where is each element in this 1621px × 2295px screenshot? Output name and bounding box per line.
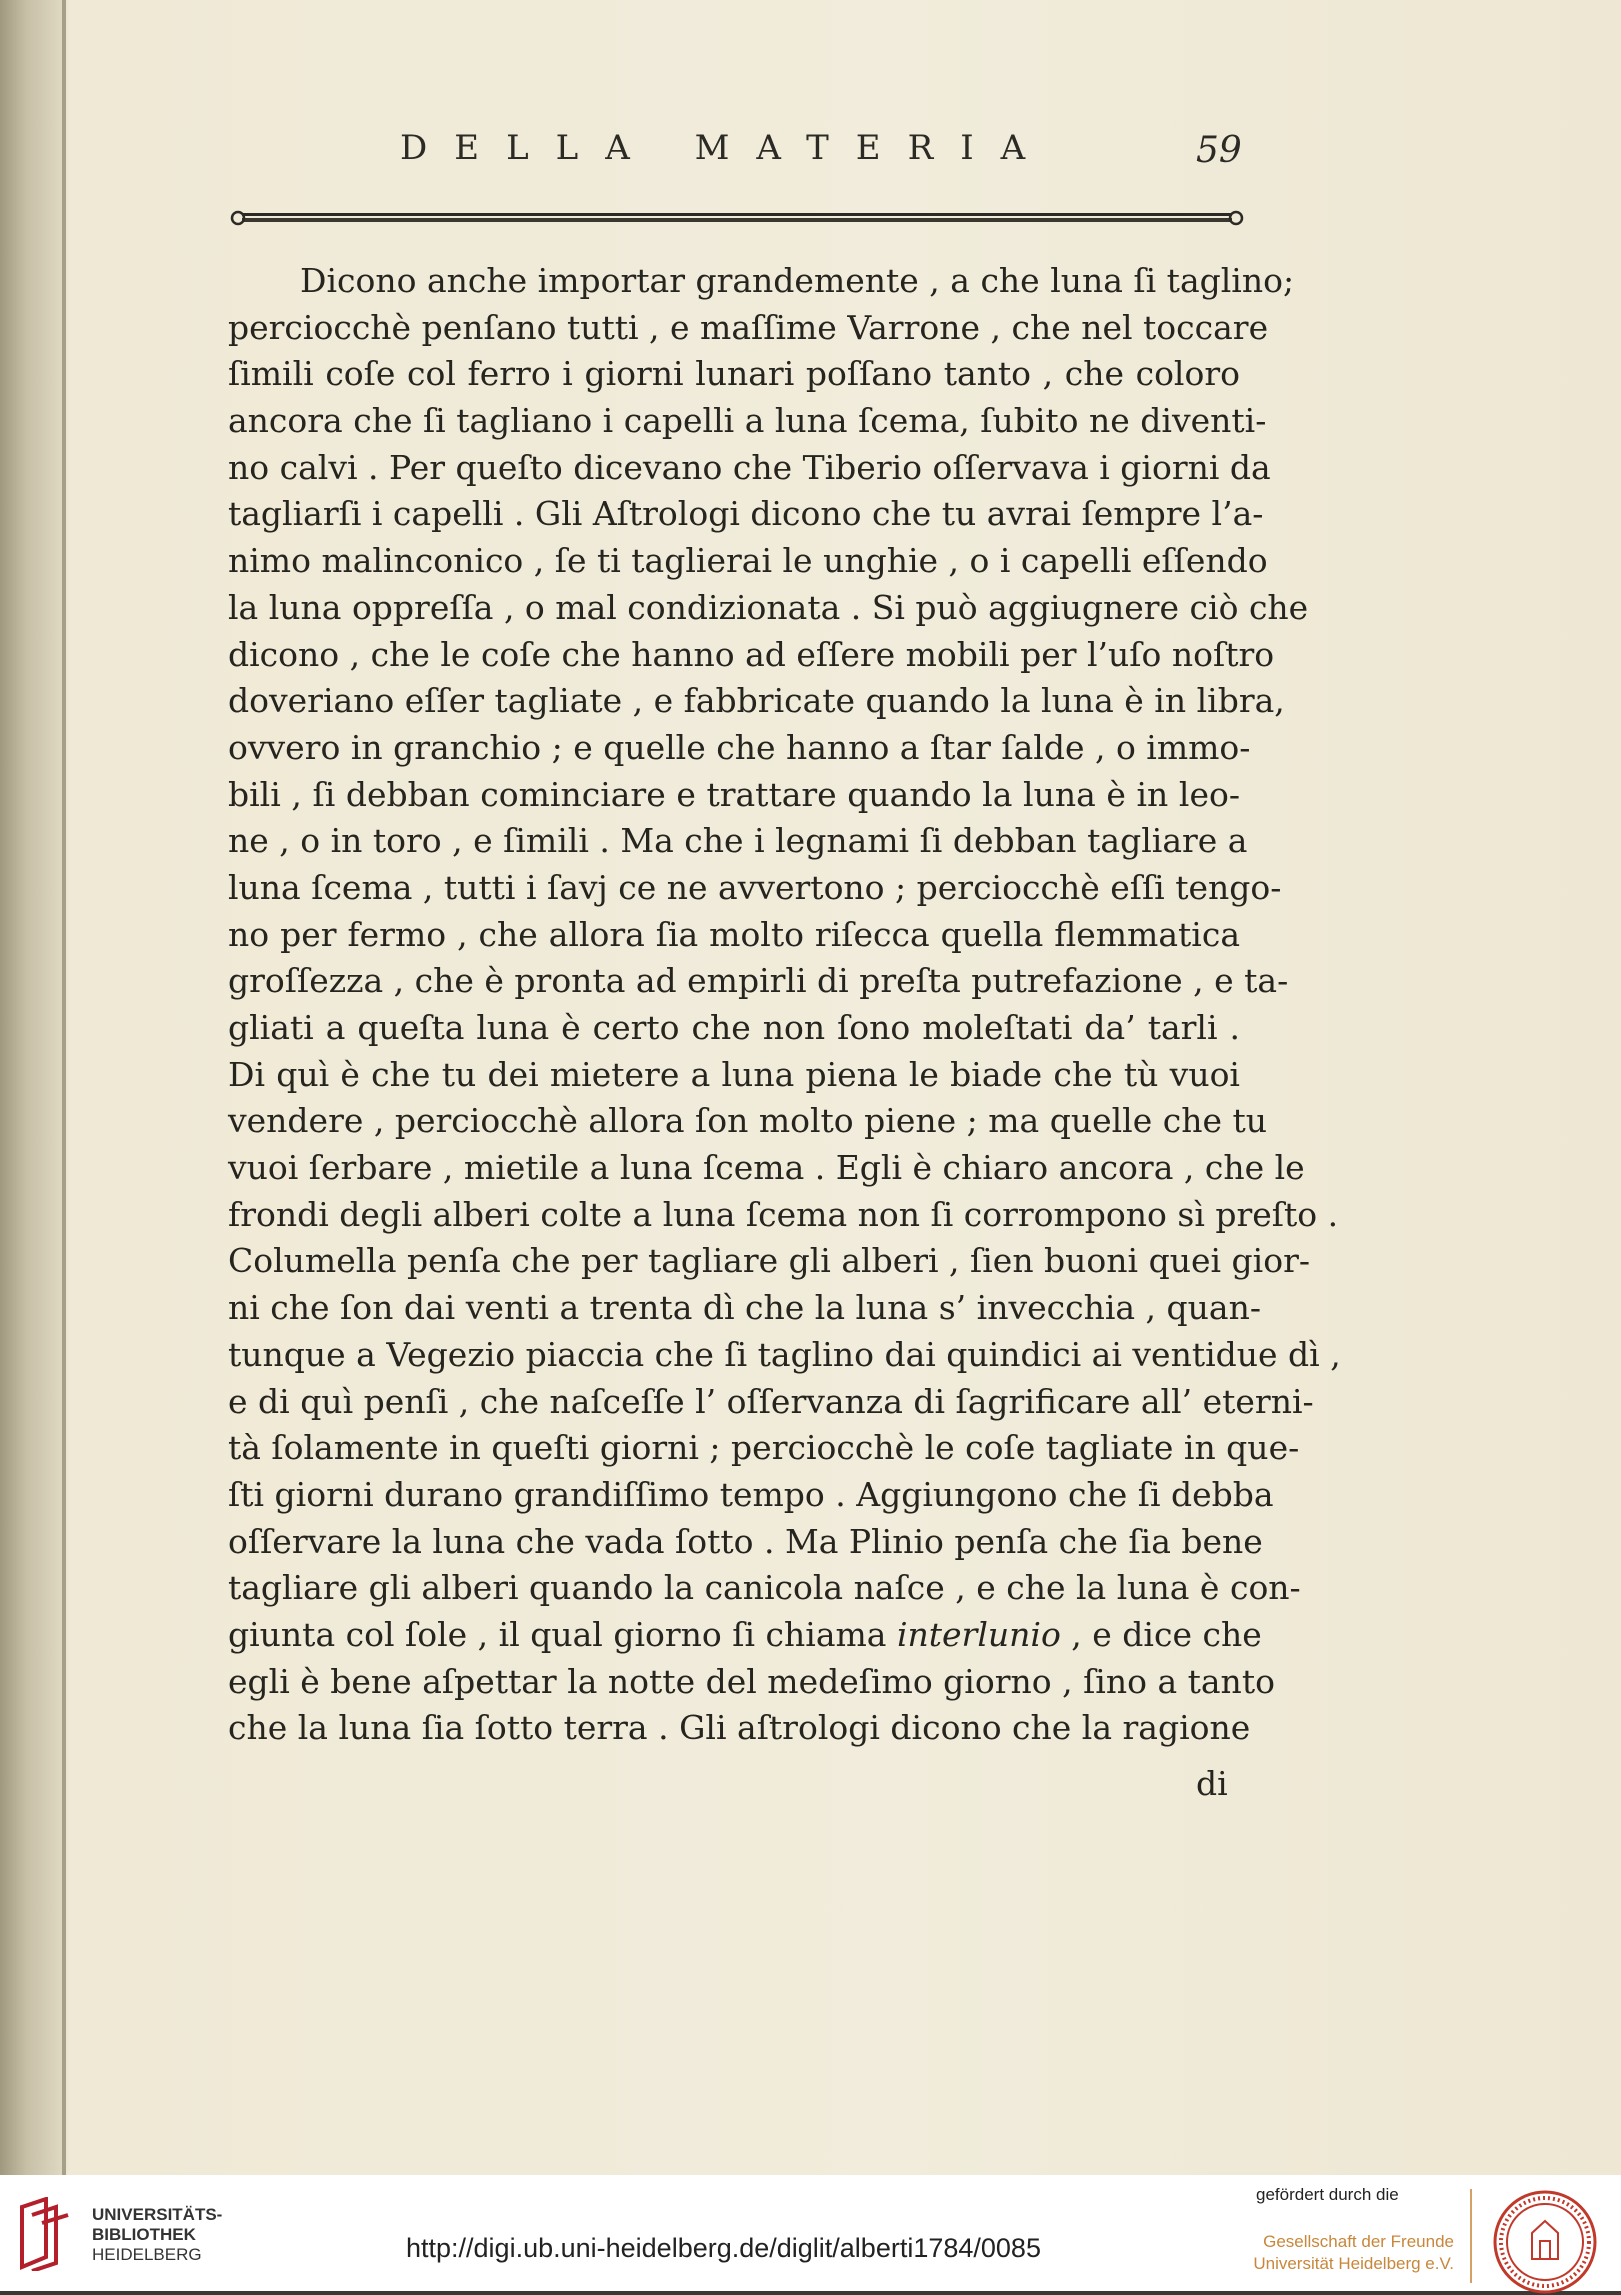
library-name-line: HEIDELBERG xyxy=(92,2245,202,2264)
text-line: perciocchè penſano tutti , e maſſime Varrone , che nel toccare xyxy=(228,307,1269,347)
text-line: ancora che ſi tagliano i capelli a luna ſcema, ſubito ne diventi- xyxy=(228,401,1267,441)
text-line: e di quì penſi , che naſceſſe l’ oſſervanza di ſagrificare all’ eterni- xyxy=(228,1381,1314,1421)
text-line: nimo malinconico , ſe ti taglierai le unghie , o i capelli eſſendo xyxy=(228,541,1268,581)
text-line: doveriano eſſer tagliate , e fabbricate quando la luna è in libra, xyxy=(228,681,1285,721)
text-line: vendere , perciocchè allora ſon molto piene ; ma quelle che tu xyxy=(228,1101,1268,1141)
ornamental-rule xyxy=(228,206,1248,230)
text-line: tunque a Vegezio piaccia che ſi taglino dai quindici ai ventidue dì , xyxy=(228,1334,1341,1374)
text-line: gliati a queſta luna è certo che non ſono moleſtati da’ tarli . xyxy=(228,1008,1240,1047)
library-name-line: BIBLIOTHEK xyxy=(92,2225,196,2244)
text-line: vuoi ſerbare , mietile a luna ſcema . Egli è chiaro ancora , che le xyxy=(228,1148,1305,1188)
text-line: ni che ſon dai venti a trenta dì che la luna s’ invecchia , quan- xyxy=(228,1288,1261,1328)
page-number: 59 xyxy=(1196,130,1242,171)
text-line: ſti giorni durano grandiſſimo tempo . Aggiungono che ſi debba xyxy=(228,1474,1274,1514)
permalink-url[interactable]: http://digi.ub.uni-heidelberg.de/diglit/alberti1784/0085 xyxy=(406,2233,1041,2263)
friends-name-line: Universität Heidelberg e.V. xyxy=(1253,2254,1454,2273)
text-line: egli è bene aſpettar la notte del medeſimo giorno , ſino a tanto xyxy=(228,1661,1275,1701)
funded-by-label: gefördert durch die xyxy=(1256,2185,1399,2204)
university-seal-icon xyxy=(1492,2189,1598,2295)
text-line: luna ſcema , tutti i ſavj ce ne avvertono ; perciocchè eſſi tengo- xyxy=(228,867,1282,907)
text-line: che la luna ſia ſotto terra . Gli aſtrologi dicono che la ragione xyxy=(228,1708,1251,1748)
text-line: tagliarſi i capelli . Gli Aſtrologi dicono che tu avrai ſempre l’a- xyxy=(228,494,1264,534)
text-line: giunta col ſole , il qual giorno ſi chiama interlunio , e dice che xyxy=(228,1614,1262,1654)
text-line: ovvero in granchio ; e quelle che hanno a ſtar ſalde , o immo- xyxy=(228,727,1251,767)
text-line: bili , ſi debban cominciare e trattare quando la luna è in leo- xyxy=(228,774,1240,814)
university-library-name xyxy=(92,2205,222,2265)
text-line: Columella penſa che per tagliare gli alberi , ſien buoni quei gior- xyxy=(228,1241,1311,1281)
text-line: oſſervare la luna che vada ſotto . Ma Plinio penſa che ſia bene xyxy=(228,1521,1263,1561)
running-head: DELLA MATERIA xyxy=(400,128,1053,168)
text-line: Dicono anche importar grandemente , a che luna ſi taglino; xyxy=(300,261,1295,300)
text-line: la luna oppreſſa , o mal condizionata . Si può aggiugnere ciò che xyxy=(228,587,1309,627)
text-line: dicono , che le coſe che hanno ad eſſere mobili per l’uſo noſtro xyxy=(228,634,1275,674)
body-text xyxy=(228,258,1341,1752)
text-line: tagliare gli alberi quando la canicola naſce , e che la luna è con- xyxy=(228,1568,1301,1608)
text-line: no calvi . Per queſto dicevano che Tiberio oſſervava i giorni da xyxy=(228,447,1271,487)
text-line: Di quì è che tu dei mietere a luna piena le biade che tù vuoi xyxy=(228,1054,1240,1094)
text-line: ſimili coſe col ferro i giorni lunari poſſano tanto , che coloro xyxy=(228,354,1240,394)
text-line: ne , o in toro , e ſimili . Ma che i legnami ſi debban tagliare a xyxy=(228,821,1248,861)
library-name-line: UNIVERSITÄTS- xyxy=(92,2205,223,2224)
footer-bar xyxy=(0,2175,1621,2291)
friends-name-line: Gesellschaft der Freunde xyxy=(1263,2232,1454,2251)
catchword: di xyxy=(1196,1764,1228,1803)
page-edge xyxy=(62,0,66,2175)
friends-society-name[interactable] xyxy=(1248,2231,1454,2275)
text-line: groſſezza , che è pronta ad empirli di preſta putrefazione , e ta- xyxy=(228,961,1289,1001)
text-line: no per fermo , che allora ſia molto riſecca quella flemmatica xyxy=(228,914,1240,954)
page-gutter xyxy=(0,0,66,2175)
footer-divider xyxy=(1470,2189,1472,2283)
university-library-logo-icon[interactable] xyxy=(16,2197,78,2271)
text-line: frondi degli alberi colte a luna ſcema non ſi corrompono sì preſto . xyxy=(228,1194,1339,1234)
text-line: tà ſolamente in queſti giorni ; perciocchè le coſe tagliate in que- xyxy=(228,1428,1300,1468)
